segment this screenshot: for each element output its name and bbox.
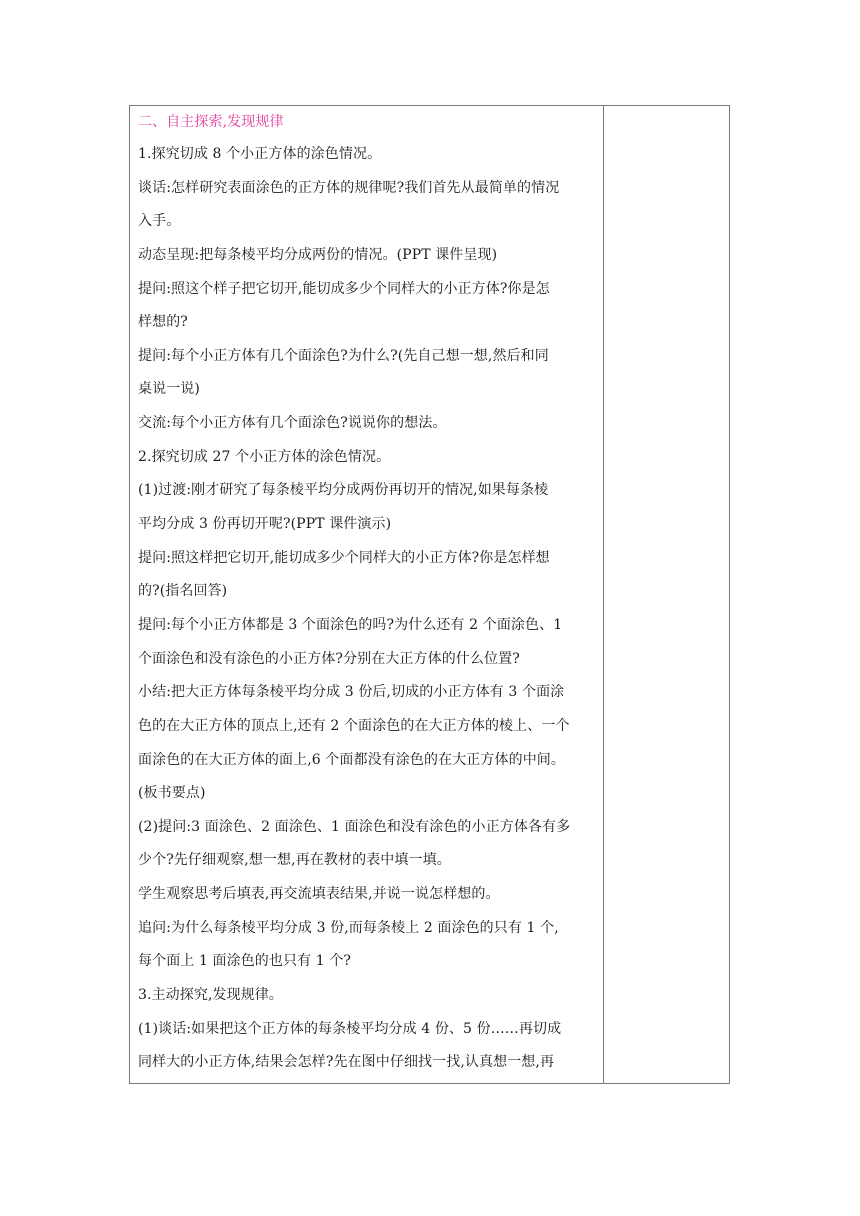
lesson-content-cell [130,106,604,1083]
text-line: 谈话:怎样研究表面涂色的正方体的规律呢?我们首先从最简单的情况 [138,179,560,196]
text-line: 桌说一说) [138,381,200,398]
text-line: 入手。 [138,213,181,230]
text-line: 1.探究切成 8 个小正方体的涂色情况。 [138,146,382,162]
text-line: 色的在大正方体的顶点上,还有 2 个面涂色的在大正方体的棱上、一个 [138,717,570,734]
text-line: 3.主动探究,发现规律。 [138,987,284,1004]
text-line: (1)谈话:如果把这个正方体的每条棱平均分成 4 份、5 份……再切成 [138,1020,562,1037]
section-heading: 二、自主探索,发现规律 [138,114,284,130]
text-line: 提问:照这样把它切开,能切成多少个同样大的小正方体?你是怎样想 [138,549,550,566]
text-line: 的?(指名回答) [138,583,228,600]
text-line: (2)提问:3 面涂色、2 面涂色、1 面涂色和没有涂色的小正方体各有多 [138,818,571,835]
text-line: 2.探究切成 27 个小正方体的涂色情况。 [138,448,391,465]
text-line: 样想的? [138,314,188,331]
text-line: (1)过渡:刚才研究了每条棱平均分成两份再切开的情况,如果每条棱 [138,482,549,499]
text-line: 平均分成 3 份再切开呢?(PPT 课件演示) [138,516,392,533]
text-line: 少个?先仔细观察,想一想,再在教材的表中填一填。 [138,852,451,869]
text-line: 提问:每个小正方体有几个面涂色?为什么?(先自己想一想,然后和同 [138,347,549,364]
notes-cell [604,106,729,1083]
text-line: 同样大的小正方体,结果会怎样?先在图中仔细找一找,认真想一想,再 [138,1054,555,1071]
text-line: 提问:照这个样子把它切开,能切成多少个同样大的小正方体?你是怎 [138,280,550,297]
text-line: 动态呈现:把每条棱平均分成两份的情况。(PPT 课件呈现) [138,246,498,263]
text-line: 小结:把大正方体每条棱平均分成 3 份后,切成的小正方体有 3 个面涂 [138,684,565,701]
text-line: 交流:每个小正方体有几个面涂色?说说你的想法。 [138,415,447,432]
text-line: 面涂色的在大正方体的面上,6 个面都没有涂色的在大正方体的中间。 [138,751,566,768]
text-line: (板书要点) [138,785,206,802]
text-line: 追问:为什么每条棱平均分成 3 份,而每条棱上 2 面涂色的只有 1 个, [138,919,559,936]
text-line: 每个面上 1 面涂色的也只有 1 个? [138,953,352,970]
text-line: 个面涂色和没有涂色的小正方体?分别在大正方体的什么位置? [138,650,520,667]
lesson-plan-table [129,105,730,1084]
text-line: 提问:每个小正方体都是 3 个面涂色的吗?为什么还有 2 个面涂色、1 [138,616,563,633]
text-line: 学生观察思考后填表,再交流填表结果,并说一说怎样想的。 [138,886,500,903]
